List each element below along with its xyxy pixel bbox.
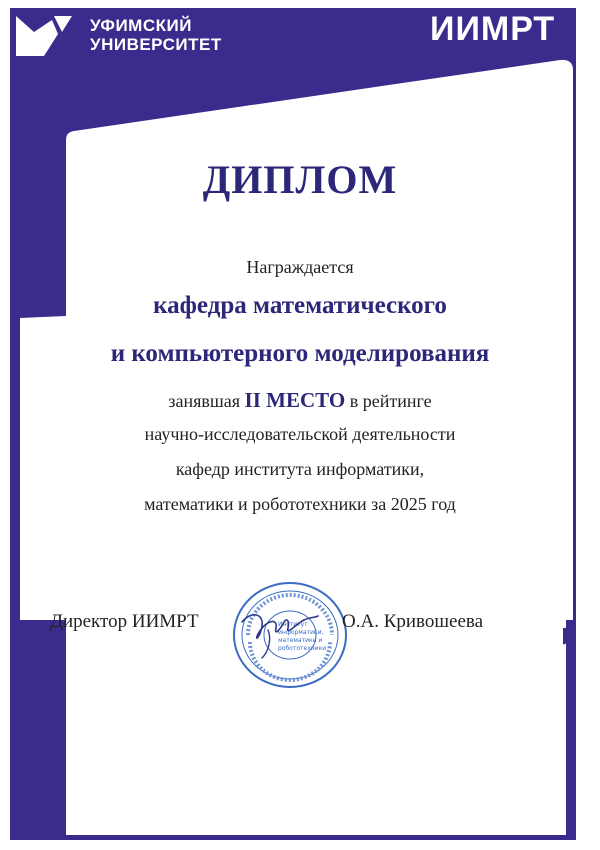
svg-text:Институт: Институт <box>278 621 308 628</box>
signer-name: О.А. Кривошеева <box>342 611 484 632</box>
svg-text:математики и: математики и <box>278 637 323 644</box>
description-line3: кафедр института информатики, <box>175 459 425 479</box>
recipient-line1: кафедра математического <box>153 292 447 319</box>
university-name-line1: УФИМСКИЙ <box>90 16 192 35</box>
description-line2: научно-исследовательской деятельности <box>144 424 456 444</box>
diploma-title: ДИПЛОМ <box>202 157 398 202</box>
svg-text:информатики,: информатики, <box>278 629 324 636</box>
place-line <box>0 388 600 413</box>
place-prefix: занявшая <box>168 391 241 411</box>
signer-title: Директор ИИМРТ <box>50 611 199 632</box>
university-name <box>90 16 222 54</box>
recipient-line2: и компьютерного моделирования <box>110 340 490 367</box>
institute-logo: ИИМРТ <box>430 10 556 48</box>
official-seal-icon <box>228 580 352 690</box>
svg-text:робототехники: робототехники <box>278 645 327 652</box>
place-value: II МЕСТО <box>244 388 346 412</box>
university-logo-icon <box>14 14 80 58</box>
place-suffix: в рейтинге <box>349 391 432 411</box>
description-line4: математики и робототехники за 2025 год <box>144 494 456 514</box>
awarded-label: Награждается <box>246 257 354 277</box>
university-name-line2: УНИВЕРСИТЕТ <box>90 35 222 54</box>
